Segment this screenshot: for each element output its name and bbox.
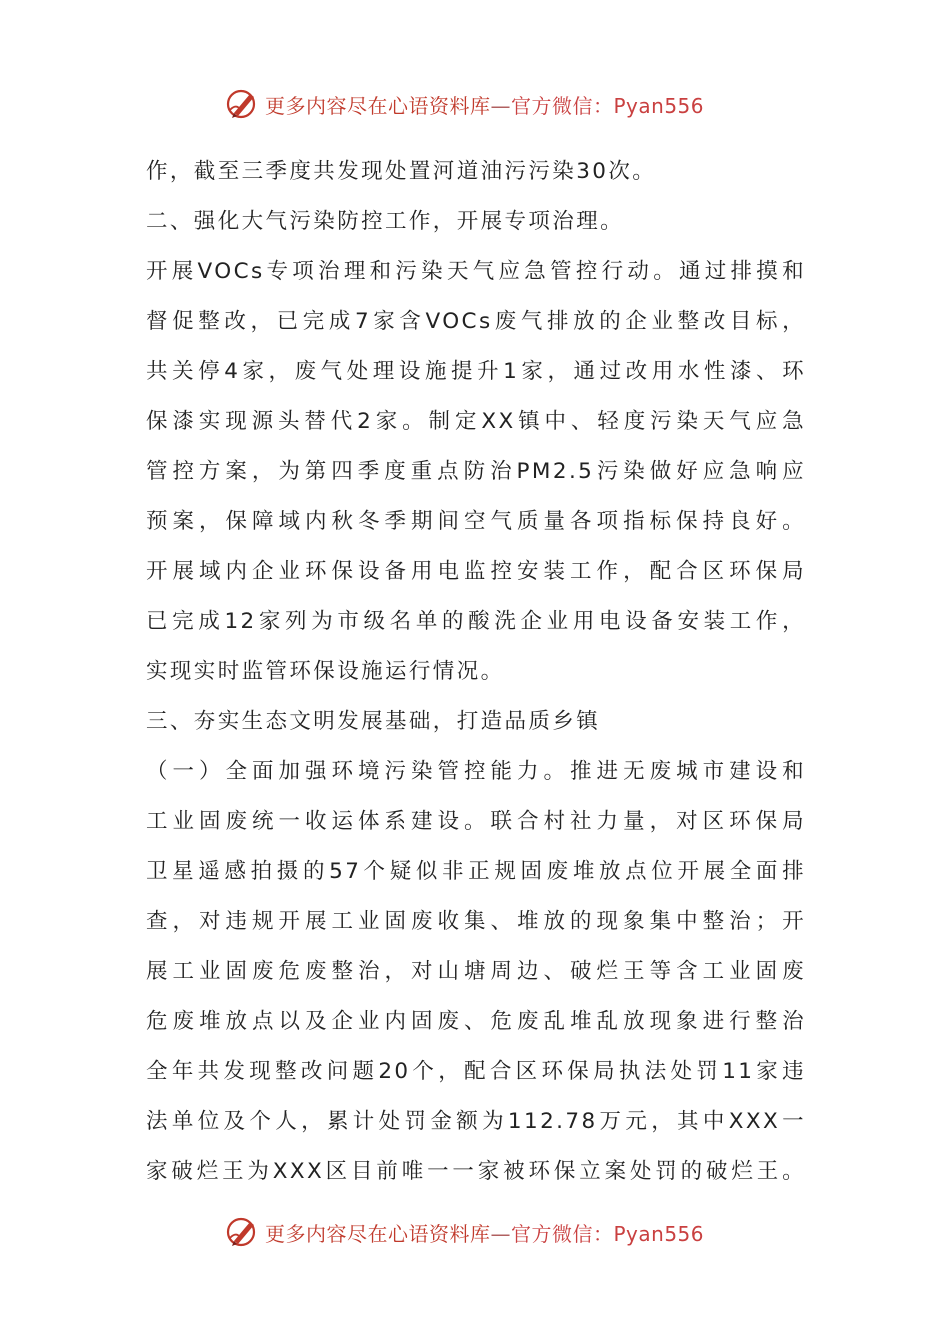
text-line: 全年共发现整改问题20个，配合区环保局执法处罚11家违: [146, 1059, 806, 1084]
text-line: （一）全面加强环境污染管控能力。推进无废城市建设和: [146, 759, 806, 784]
document-body: [146, 147, 806, 1197]
text-line: 展工业固废危废整治，对山塘周边、破烂王等含工业固废: [146, 959, 806, 984]
text-line: 开展域内企业环保设备用电监控安装工作，配合区环保局: [146, 559, 806, 584]
pen-logo-icon: [225, 86, 261, 122]
text-line: 预案，保障域内秋冬季期间空气质量各项指标保持良好。: [146, 509, 806, 534]
section-heading: 二、强化大气污染防控工作，开展专项治理。: [146, 209, 625, 234]
text-line: 工业固废统一收运体系建设。联合村社力量，对区环保局: [146, 809, 806, 834]
text-line: 查，对违规开展工业固废收集、堆放的现象集中整治；开: [146, 909, 806, 934]
text-line: 保漆实现源头替代2家。制定XX镇中、轻度污染天气应急: [146, 409, 806, 434]
text-line: 共关停4家，废气处理设施提升1家，通过改用水性漆、环: [146, 359, 806, 384]
pen-logo-icon: [225, 1214, 261, 1250]
text-line: 实现实时监管环保设施运行情况。: [146, 659, 505, 684]
watermark-header: [225, 84, 704, 124]
text-line: 家破烂王为XXX区目前唯一一家被环保立案处罚的破烂王。: [146, 1159, 806, 1184]
watermark-footer: [225, 1212, 704, 1252]
text-line: 督促整改，已完成7家含VOCs废气排放的企业整改目标，: [146, 309, 806, 334]
text-line: 作，截至三季度共发现处置河道油污污染30次。: [146, 159, 657, 184]
text-line: 危废堆放点以及企业内固废、危废乱堆乱放现象进行整治: [146, 1009, 806, 1034]
watermark-text: 更多内容尽在心语资料库—官方微信：Pyan556: [265, 1221, 705, 1246]
text-line: 开展VOCs专项治理和污染天气应急管控行动。通过排摸和: [146, 259, 806, 284]
text-line: 卫星遥感拍摄的57个疑似非正规固废堆放点位开展全面排: [146, 859, 806, 884]
section-heading: 三、夯实生态文明发展基础，打造品质乡镇: [146, 709, 601, 734]
text-line: 法单位及个人，累计处罚金额为112.78万元，其中XXX一: [146, 1109, 806, 1134]
text-line: 已完成12家列为市级名单的酸洗企业用电设备安装工作，: [146, 609, 806, 634]
watermark-text: 更多内容尽在心语资料库—官方微信：Pyan556: [265, 93, 705, 118]
text-line: 管控方案，为第四季度重点防治PM2.5污染做好应急响应: [146, 459, 806, 484]
